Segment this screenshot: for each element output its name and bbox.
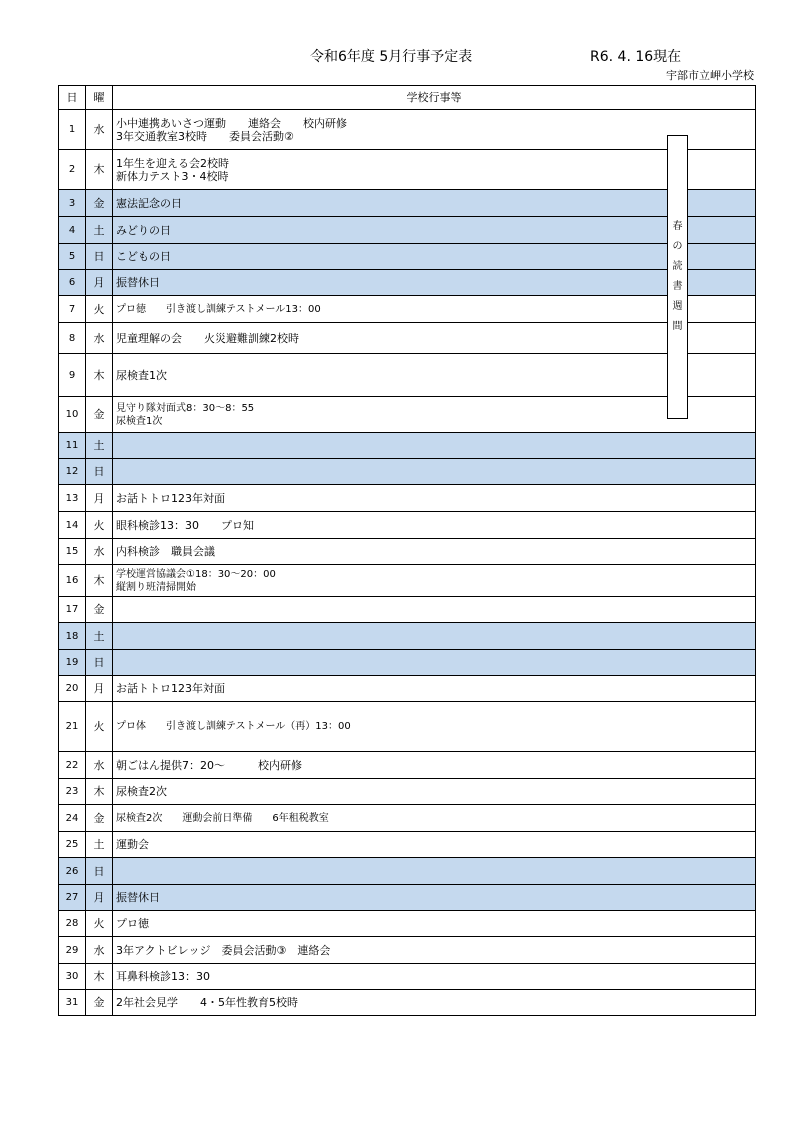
weekday-cell: 水 (86, 323, 113, 354)
weekday-cell: 日 (86, 650, 113, 676)
events-cell (113, 150, 756, 190)
table-row (59, 597, 756, 623)
table-row (59, 752, 756, 779)
column-header-events: 学校行事等 (113, 86, 756, 110)
events-cell (113, 244, 756, 270)
weekday-cell: 土 (86, 623, 113, 650)
event-text: 児童理解の会 火災避難訓練2校時 (116, 331, 299, 345)
weekday-cell: 金 (86, 190, 113, 217)
table-row (59, 433, 756, 459)
events-cell (113, 110, 756, 150)
events-cell (113, 964, 756, 990)
weekday-cell: 木 (86, 565, 113, 597)
day-cell: 20 (59, 676, 86, 702)
event-text: プロ体 引き渡し訓練テストメール（再）13：00 (116, 721, 351, 732)
day-cell: 11 (59, 433, 86, 459)
weekday-cell: 木 (86, 779, 113, 805)
events-cell (113, 832, 756, 858)
table-row (59, 323, 756, 354)
day-cell: 12 (59, 459, 86, 485)
table-header-row (59, 86, 756, 110)
event-text: 運動会 (116, 838, 149, 851)
side-note-char: 書 (672, 281, 683, 292)
table-row (59, 354, 756, 397)
events-cell (113, 676, 756, 702)
day-cell: 16 (59, 565, 86, 597)
schedule-table (58, 85, 756, 1016)
table-row (59, 512, 756, 539)
events-cell (113, 565, 756, 597)
day-cell: 14 (59, 512, 86, 539)
event-text: 見守り隊対面式8：30～8：55 (116, 402, 255, 414)
table-row (59, 190, 756, 217)
day-cell: 5 (59, 244, 86, 270)
event-text: 振替休日 (116, 891, 160, 904)
table-row (59, 459, 756, 485)
table-row (59, 702, 756, 752)
events-cell (113, 485, 756, 512)
day-cell: 30 (59, 964, 86, 990)
weekday-cell: 土 (86, 217, 113, 244)
event-text: みどりの日 (116, 223, 171, 237)
events-cell (113, 911, 756, 937)
event-text: 1年生を迎える会2校時 (116, 156, 229, 170)
weekday-cell: 木 (86, 964, 113, 990)
weekday-cell: 月 (86, 270, 113, 296)
event-text: 眼科検診13：30 プロ知 (116, 518, 254, 532)
day-cell: 21 (59, 702, 86, 752)
events-cell (113, 539, 756, 565)
day-cell: 28 (59, 911, 86, 937)
event-text: 憲法記念の日 (116, 196, 182, 210)
event-text: 朝ごはん提供7：20～ 校内研修 (116, 758, 302, 772)
event-text: こどもの日 (116, 250, 171, 263)
event-text: 尿検査2次 運動会前日準備 6年租税教室 (116, 812, 329, 824)
event-text: 学校運営協議会①18：30～20：00 (116, 568, 276, 580)
event-text: お話トトロ123年対面 (116, 682, 225, 695)
event-text: 新体力テスト3・4校時 (116, 169, 229, 183)
weekday-cell: 木 (86, 354, 113, 397)
events-cell (113, 512, 756, 539)
events-cell (113, 885, 756, 911)
weekday-cell: 日 (86, 858, 113, 885)
table-row (59, 539, 756, 565)
weekday-cell: 金 (86, 597, 113, 623)
day-cell: 15 (59, 539, 86, 565)
day-cell: 18 (59, 623, 86, 650)
day-cell: 6 (59, 270, 86, 296)
weekday-cell: 月 (86, 885, 113, 911)
event-text: 振替休日 (116, 276, 160, 289)
events-cell (113, 397, 756, 433)
spring-reading-week-note (667, 135, 688, 419)
page-title: 令和6年度 5月行事予定表 (310, 49, 473, 65)
day-cell: 26 (59, 858, 86, 885)
side-note-char: 週 (672, 301, 683, 312)
table-row (59, 150, 756, 190)
day-cell: 7 (59, 296, 86, 323)
events-cell (113, 354, 756, 397)
events-cell (113, 702, 756, 752)
as-of-date: R6. 4. 16現在 (590, 49, 682, 65)
weekday-cell: 水 (86, 752, 113, 779)
side-note-char: 読 (672, 261, 683, 272)
table-row (59, 485, 756, 512)
event-text: 内科検診 職員会議 (116, 545, 215, 558)
weekday-cell: 金 (86, 990, 113, 1016)
table-row (59, 623, 756, 650)
weekday-cell: 火 (86, 296, 113, 323)
school-name: 宇部市立岬小学校 (666, 69, 754, 82)
events-cell (113, 217, 756, 244)
table-row (59, 650, 756, 676)
table-row (59, 565, 756, 597)
events-cell (113, 779, 756, 805)
weekday-cell: 水 (86, 937, 113, 964)
events-cell (113, 752, 756, 779)
weekday-cell: 水 (86, 539, 113, 565)
day-cell: 27 (59, 885, 86, 911)
weekday-cell: 火 (86, 702, 113, 752)
events-cell (113, 190, 756, 217)
day-cell: 25 (59, 832, 86, 858)
day-cell: 13 (59, 485, 86, 512)
event-text: 小中連携あいさつ運動 連絡会 校内研修 (116, 116, 347, 130)
day-cell: 1 (59, 110, 86, 150)
event-text: 縦割り班清掃開始 (116, 581, 196, 593)
column-header-weekday: 曜 (86, 86, 113, 110)
event-text: 尿検査1次 (116, 368, 167, 382)
table-row (59, 244, 756, 270)
events-cell (113, 323, 756, 354)
events-cell (113, 990, 756, 1016)
event-text: プロ徳 引き渡し訓練テストメール13：00 (116, 303, 321, 315)
event-text: 3年アクトビレッジ 委員会活動③ 連絡会 (116, 943, 331, 957)
events-cell (113, 459, 756, 485)
weekday-cell: 日 (86, 459, 113, 485)
side-note-char: の (672, 241, 683, 252)
weekday-cell: 月 (86, 485, 113, 512)
event-text: プロ徳 (116, 917, 149, 930)
event-text: 3年交通教室3校時 委員会活動② (116, 129, 294, 143)
event-text: 2年社会見学 4・5年性教育5校時 (116, 996, 298, 1009)
event-text: 尿検査2次 (116, 785, 167, 798)
event-text: 尿検査1次 (116, 415, 163, 427)
table-row (59, 911, 756, 937)
weekday-cell: 木 (86, 150, 113, 190)
day-cell: 2 (59, 150, 86, 190)
table-row (59, 296, 756, 323)
table-row (59, 858, 756, 885)
day-cell: 17 (59, 597, 86, 623)
table-row (59, 805, 756, 832)
table-row (59, 990, 756, 1016)
events-cell (113, 650, 756, 676)
day-cell: 10 (59, 397, 86, 433)
events-cell (113, 858, 756, 885)
event-text: 耳鼻科検診13：30 (116, 970, 210, 983)
day-cell: 22 (59, 752, 86, 779)
table-row (59, 885, 756, 911)
table-row (59, 397, 756, 433)
table-row (59, 832, 756, 858)
table-row (59, 964, 756, 990)
weekday-cell: 火 (86, 911, 113, 937)
day-cell: 8 (59, 323, 86, 354)
events-cell (113, 597, 756, 623)
table-row (59, 217, 756, 244)
side-note-char: 間 (672, 321, 683, 332)
day-cell: 4 (59, 217, 86, 244)
events-cell (113, 270, 756, 296)
column-header-day: 日 (59, 86, 86, 110)
events-cell (113, 623, 756, 650)
events-cell (113, 433, 756, 459)
weekday-cell: 水 (86, 110, 113, 150)
table-row (59, 270, 756, 296)
day-cell: 9 (59, 354, 86, 397)
day-cell: 19 (59, 650, 86, 676)
day-cell: 29 (59, 937, 86, 964)
events-cell (113, 296, 756, 323)
day-cell: 24 (59, 805, 86, 832)
weekday-cell: 火 (86, 512, 113, 539)
weekday-cell: 月 (86, 676, 113, 702)
events-cell (113, 805, 756, 832)
weekday-cell: 金 (86, 397, 113, 433)
table-row (59, 779, 756, 805)
event-text: お話トトロ123年対面 (116, 491, 225, 505)
table-row (59, 676, 756, 702)
day-cell: 31 (59, 990, 86, 1016)
day-cell: 23 (59, 779, 86, 805)
day-cell: 3 (59, 190, 86, 217)
weekday-cell: 土 (86, 832, 113, 858)
weekday-cell: 土 (86, 433, 113, 459)
events-cell (113, 937, 756, 964)
table-row (59, 937, 756, 964)
table-row (59, 110, 756, 150)
weekday-cell: 金 (86, 805, 113, 832)
side-note-char: 春 (672, 221, 683, 232)
weekday-cell: 日 (86, 244, 113, 270)
